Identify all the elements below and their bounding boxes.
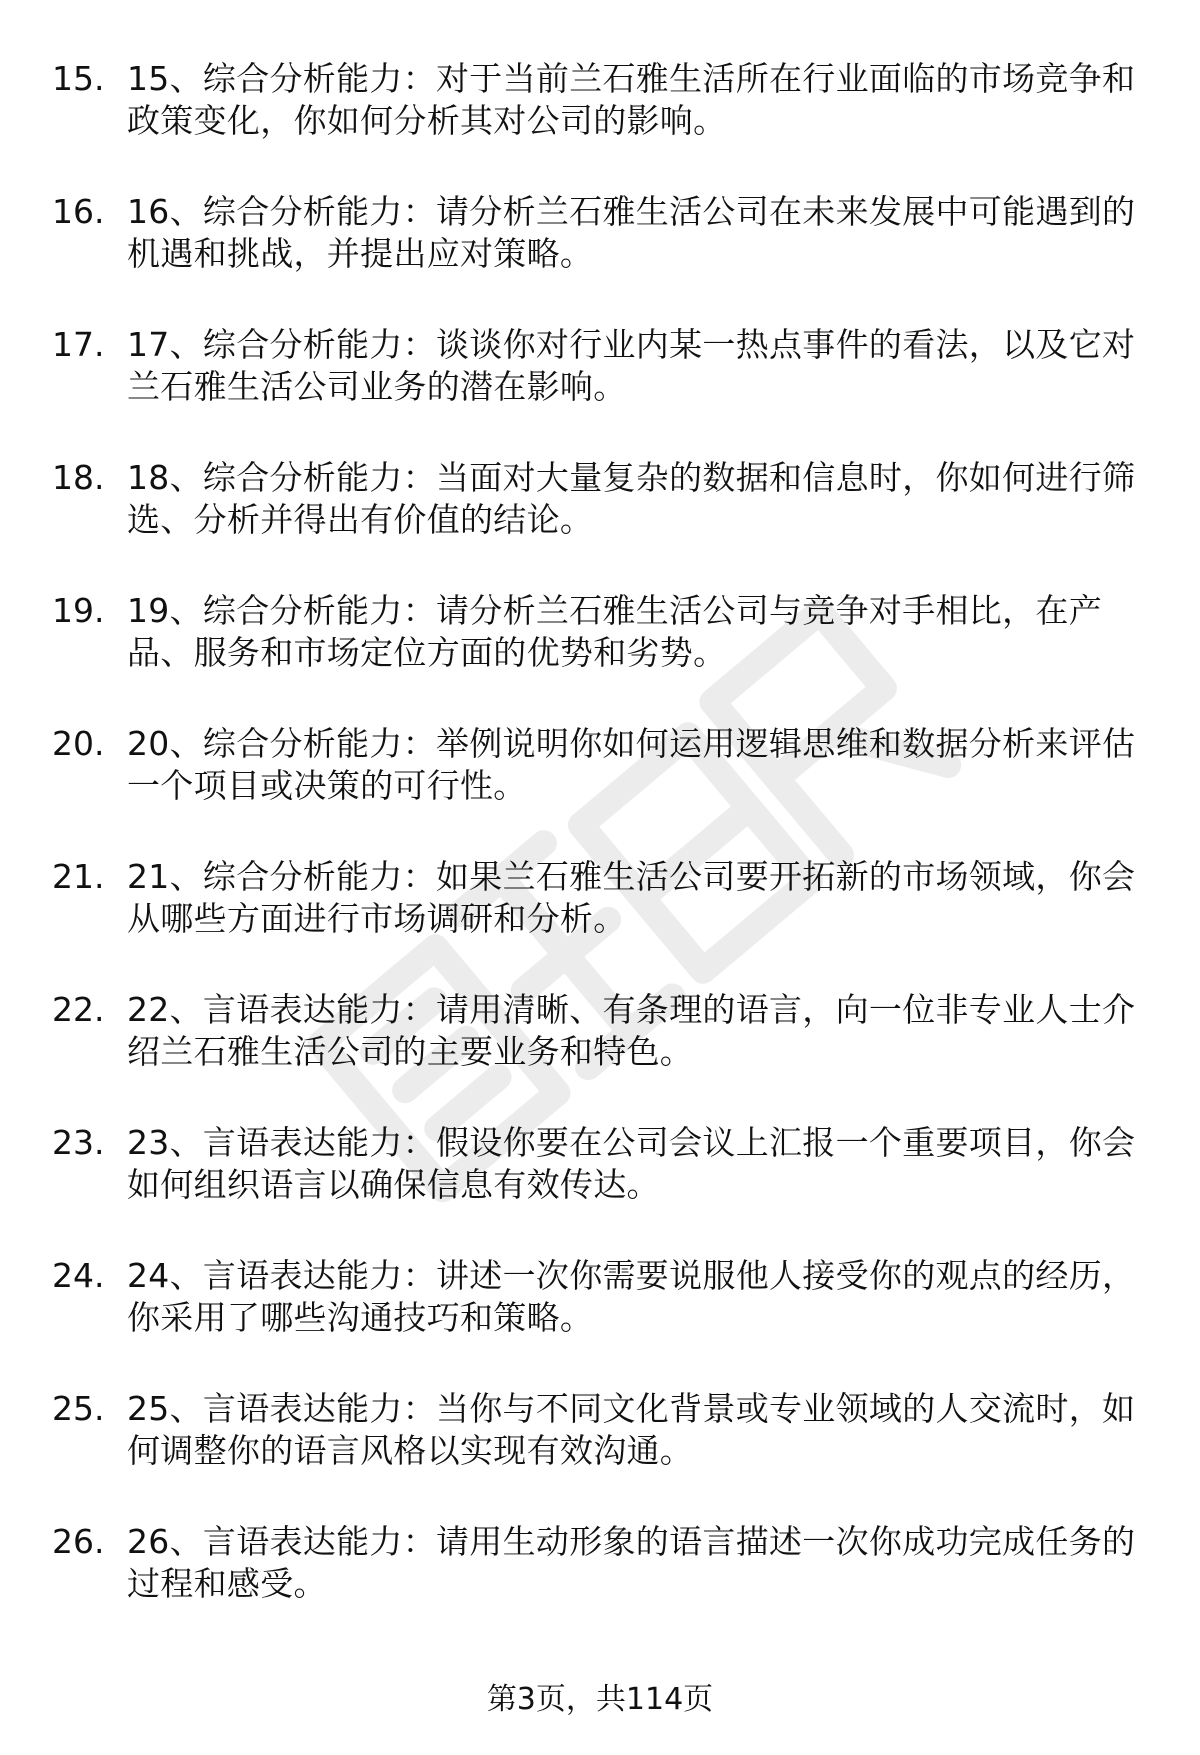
question-text: 19、综合分析能力：请分析兰石雅生活公司与竞争对手相比，在产品、服务和市场定位方面的优势和劣势。 — [127, 591, 1102, 672]
question-number: 24. — [52, 1256, 105, 1295]
question-item — [0, 989, 1200, 1122]
question-number: 16. — [52, 192, 105, 231]
question-item — [0, 1521, 1200, 1654]
question-text: 26、言语表达能力：请用生动形象的语言描述一次你成功完成任务的过程和感受。 — [127, 1522, 1136, 1603]
question-number: 21. — [52, 857, 105, 896]
question-text: 17、综合分析能力：谈谈你对行业内某一热点事件的看法，以及它对兰石雅生活公司业务的潜在影响。 — [127, 325, 1136, 406]
question-text: 15、综合分析能力：对于当前兰石雅生活所在行业面临的市场竞争和政策变化，你如何分析其对公司的影响。 — [127, 59, 1136, 140]
question-item — [0, 324, 1200, 457]
question-number: 15. — [52, 59, 105, 98]
question-item — [0, 1122, 1200, 1255]
question-number: 17. — [52, 325, 105, 364]
question-text: 25、言语表达能力：当你与不同文化背景或专业领域的人交流时，如何调整你的语言风格以实现有效沟通。 — [127, 1389, 1136, 1470]
question-list — [0, 58, 1200, 1654]
question-item — [0, 856, 1200, 989]
question-number: 23. — [52, 1123, 105, 1162]
page-footer: 第3页，共114页 — [486, 1682, 714, 1717]
question-text: 18、综合分析能力：当面对大量复杂的数据和信息时，你如何进行筛选、分析并得出有价值的结论。 — [127, 458, 1136, 539]
question-item — [0, 457, 1200, 590]
question-item — [0, 723, 1200, 856]
question-item — [0, 590, 1200, 723]
question-text: 20、综合分析能力：举例说明你如何运用逻辑思维和数据分析来评估一个项目或决策的可行性。 — [127, 724, 1136, 805]
question-text: 22、言语表达能力：请用清晰、有条理的语言，向一位非专业人士介绍兰石雅生活公司的主要业务和特色。 — [127, 990, 1136, 1071]
question-text: 23、言语表达能力：假设你要在公司会议上汇报一个重要项目，你会如何组织语言以确保信息有效传达。 — [127, 1123, 1136, 1204]
question-number: 18. — [52, 458, 105, 497]
question-number: 22. — [52, 990, 105, 1029]
question-text: 16、综合分析能力：请分析兰石雅生活公司在未来发展中可能遇到的机遇和挑战，并提出应对策略。 — [127, 192, 1136, 273]
question-number: 20. — [52, 724, 105, 763]
question-number: 19. — [52, 591, 105, 630]
question-item — [0, 1255, 1200, 1388]
question-number: 26. — [52, 1522, 105, 1561]
question-number: 25. — [52, 1389, 105, 1428]
question-item — [0, 58, 1200, 191]
question-text: 21、综合分析能力：如果兰石雅生活公司要开拓新的市场领域，你会从哪些方面进行市场调研和分析。 — [127, 857, 1136, 938]
question-text: 24、言语表达能力：讲述一次你需要说服他人接受你的观点的经历，你采用了哪些沟通技巧和策略。 — [127, 1256, 1136, 1337]
question-item — [0, 191, 1200, 324]
question-item — [0, 1388, 1200, 1521]
